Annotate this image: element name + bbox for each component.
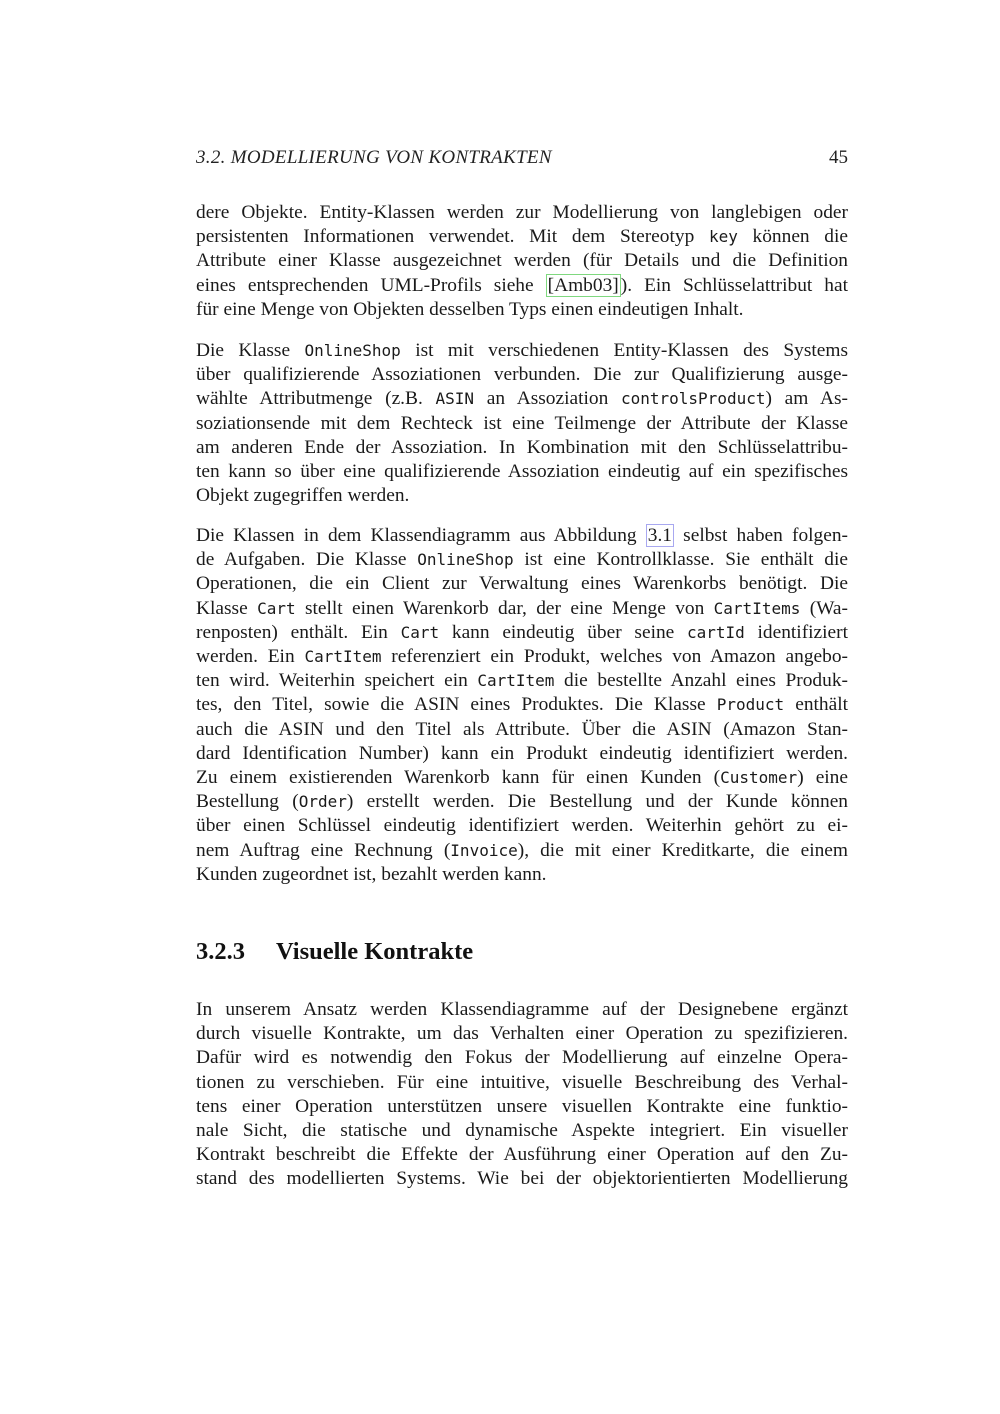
section-title: Visuelle Kontrakte: [276, 938, 474, 965]
paragraph-qualified-associations: Die Klasse OnlineShop ist mit verschiedenen Entity-Klassen des Systems über qualifizierende Assoziationen verbunden. Die zur Qualifizierung ausge- wählte Attributmenge (z.B. ASIN an Assoziation controlsProduct) am As- soziationsende mit dem Rechteck ist eine Teilmenge der Attribute der Klasse am anderen Ende der Assoziation. In Kombination mit den Schlüsselattribu- ten kann so über eine qualifizierende Assoziation eindeutig auf ein spezifisches Objekt zugegriffen werden.: [196, 340, 848, 507]
paragraph-entity-classes: dere Objekte. Entity-Klassen werden zur Modellierung von langlebigen oder persistenten Informationen verwendet. Mit dem Stereotyp key können die Attribute einer Klasse ausgezeichnet werden (für Details und die Definition eines entsprechenden UML-Profils siehe [Amb03] ). Ein Schlüsselattribut hat für eine Menge von Objekten desselben Typs einen eindeutigen Inhalt.: [196, 202, 848, 320]
code-onlineshop: OnlineShop: [304, 341, 401, 360]
paragraph-class-diagram-description: Die Klassen in dem Klassendiagramm aus Abbildung 3.1 selbst haben folgen- de Aufgaben. Die Klasse OnlineShop ist eine Kontrollklasse. Sie enthält die Operationen, die ein Client zur Verwaltung eines Warenkorbs benötigt. Die Klasse Cart stellt einen Warenkorb dar, der eine Menge von CartItems (Wa- renposten) enthält. Ein Cart kann eindeutig über seine cartId identifiziert werden. Ein CartItem referenziert ein Produkt, welches von Amazon angebo- ten wird. Weiterhin speichert ein CartItem die bestellte Anzahl eines Produk- tes, den Titel, sowie die ASIN eines Produktes. Die Klasse Product enthält auch die ASIN und den Titel als Attribute. Über die ASIN (Amazon Stan- dard Identification Number) kann ein Produkt eindeutig identifiziert werden. Zu einem existierenden Warenkorb kann für einen Kunden (Customer) eine Bestellung (Order) erstellt werden. Die Bestellung und der Kunde können über einen Schlüssel eindeutig identifiziert werden. Weiterhin gehört zu ei- nem Auftrag eine Rechnung (Invoice), die mit einer Kreditkarte, die einem Kunden zugeordnet ist, bezahlt werden kann.: [196, 525, 848, 885]
code-controlsproduct: controlsProduct: [620, 389, 766, 409]
figure-link-3-1[interactable]: 3.1: [647, 525, 673, 546]
running-header: [196, 147, 848, 173]
page-number: 45: [829, 147, 848, 168]
citation-link-amb03[interactable]: [Amb03]: [547, 274, 619, 296]
section-number: 3.2.3: [196, 938, 245, 965]
code-cartitems: CartItems: [713, 598, 801, 618]
code-customer: Customer: [720, 768, 798, 788]
code-cart: Cart: [400, 622, 440, 642]
code-product: Product: [716, 695, 785, 715]
code-invoice: Invoice: [450, 840, 518, 860]
code-onlineshop: OnlineShop: [417, 550, 514, 570]
section-heading: [196, 938, 848, 972]
paragraph-visual-contracts: In unserem Ansatz werden Klassendiagramme auf der Designebene ergänzt durch visuelle Kontrakte, um das Verhalten einer Operation zu spezifizieren. Dafür wird es notwendig den Fokus der Modellierung auf einzelne Opera- tionen zu verschieben. Für eine intuitive, visuelle Beschreibung des Verhal- tens einer Operation unterstützen unsere visuellen Kontrakte eine funktio- nale Sicht, die statische und dynamische Aspekte integriert. Ein visueller Kontrakt beschreibt die Effekte der Ausführung einer Operation auf den Zu- stand des modellierten Systems. Wie bei der objektorientierten Modellierung: [196, 999, 848, 1190]
code-cartid: cartId: [687, 622, 745, 642]
code-cart: Cart: [257, 598, 296, 618]
code-cartitem: CartItem: [304, 647, 382, 667]
code-key: key: [708, 227, 738, 247]
running-header-title: 3.2. MODELLIERUNG VON KONTRAKTEN: [196, 147, 552, 168]
code-asin: ASIN: [435, 389, 475, 409]
code-cartitem: CartItem: [477, 671, 555, 691]
code-order: Order: [298, 792, 347, 812]
